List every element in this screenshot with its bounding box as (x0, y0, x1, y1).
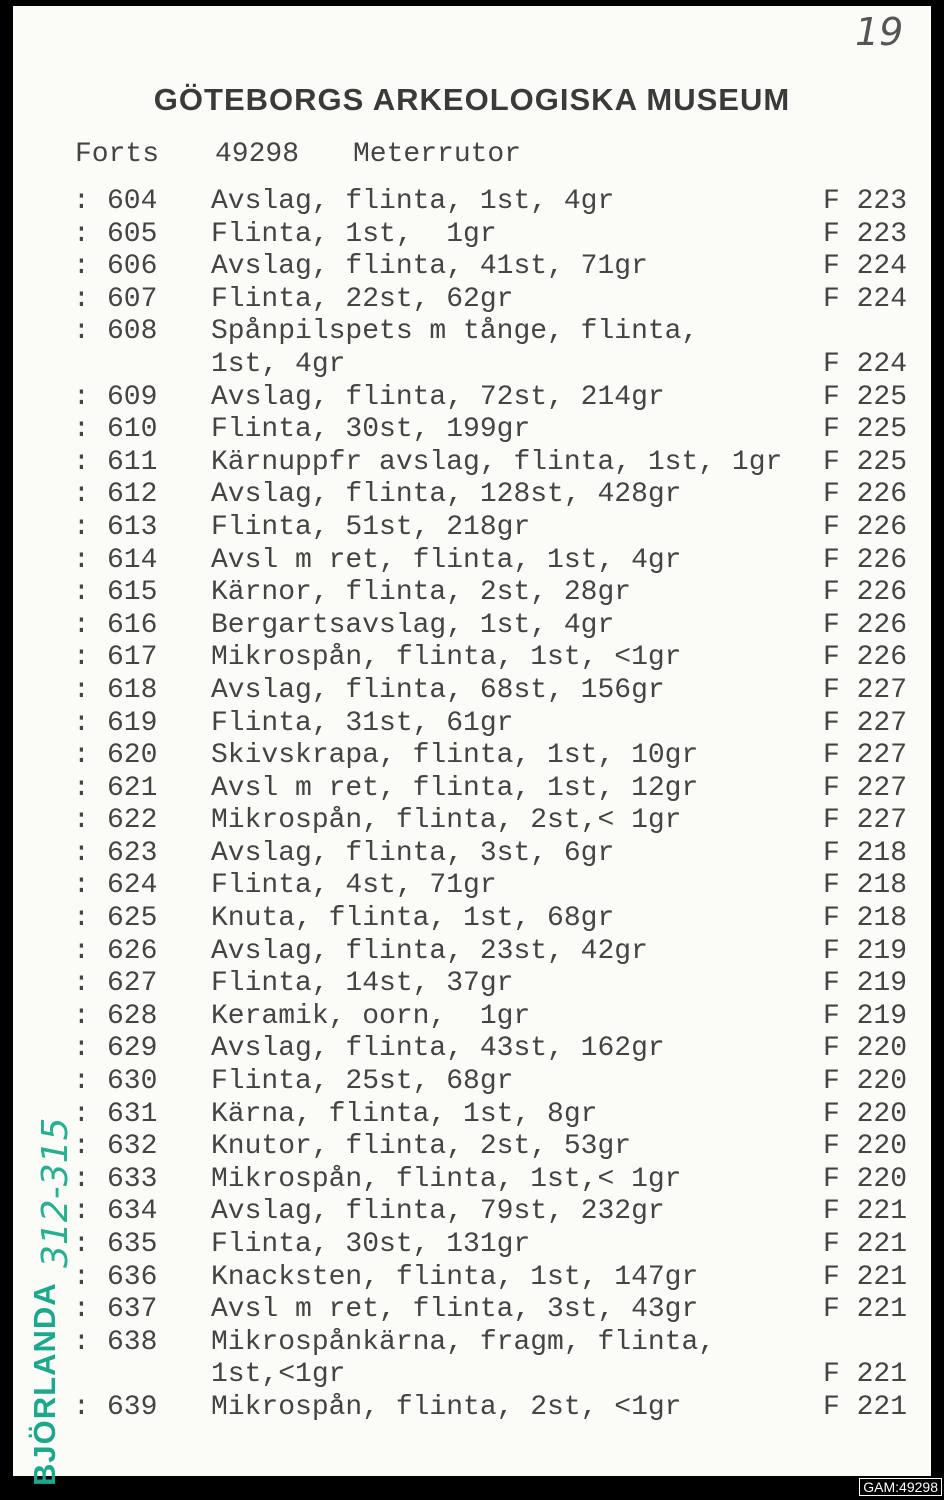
row-number: 612 (107, 479, 158, 511)
catalog-row (13, 251, 931, 284)
catalog-row (13, 968, 931, 1001)
row-reference: F 220 (822, 1066, 907, 1098)
catalog-row (13, 219, 931, 252)
row-reference: F 226 (822, 544, 907, 576)
row-description: Avslag, flinta, 68st, 156gr (211, 674, 665, 706)
row-description: Avslag, flinta, 43st, 162gr (211, 1033, 665, 1065)
row-description: Flinta, 4st, 71gr (211, 870, 497, 902)
row-number: 628 (107, 1000, 158, 1032)
row-number: 636 (107, 1261, 158, 1293)
catalog-row (13, 284, 931, 317)
row-reference: F 220 (822, 1033, 907, 1065)
row-description: Spånpilspets m tånge, flinta, (211, 316, 699, 348)
row-reference: F 221 (822, 1196, 907, 1228)
catalog-row (13, 610, 931, 643)
row-number: 627 (107, 968, 158, 1000)
row-colon: : (73, 870, 90, 902)
row-description: Avslag, flinta, 72st, 214gr (211, 381, 665, 413)
row-colon: : (73, 837, 90, 869)
row-number: 618 (107, 674, 158, 706)
row-description: Flinta, 25st, 68gr (211, 1066, 514, 1098)
row-number: 622 (107, 805, 158, 837)
catalog-row (13, 447, 931, 480)
row-reference: F 227 (822, 740, 907, 772)
row-colon: : (73, 1261, 90, 1293)
catalog-rows (13, 186, 931, 1425)
row-description: Keramik, oorn, 1gr (211, 1000, 531, 1032)
row-number: 629 (107, 1033, 158, 1065)
row-description: Knuta, flinta, 1st, 68gr (211, 903, 615, 935)
catalog-row (13, 1294, 931, 1327)
row-description: Mikrospånkärna, fragm, flinta, (211, 1326, 716, 1358)
row-reference: F 224 (822, 283, 907, 315)
row-colon: : (73, 283, 90, 315)
row-reference: F 221 (822, 1359, 907, 1391)
catalog-row (13, 1327, 931, 1360)
catalog-row (13, 1164, 931, 1197)
catalog-row (13, 1196, 931, 1229)
row-number: 626 (107, 935, 158, 967)
row-description: Flinta, 1st, 1gr (211, 218, 497, 250)
row-description: Avsl m ret, flinta, 1st, 4gr (211, 544, 682, 576)
catalog-row (13, 316, 931, 349)
row-reference: F 219 (822, 1000, 907, 1032)
row-description: Avsl m ret, flinta, 1st, 12gr (211, 772, 699, 804)
catalog-row (13, 382, 931, 415)
row-description: Avslag, flinta, 1st, 4gr (211, 186, 615, 217)
row-colon: : (73, 1066, 90, 1098)
row-colon: : (73, 577, 90, 609)
row-description: Knutor, flinta, 2st, 53gr (211, 1131, 632, 1163)
row-colon: : (73, 544, 90, 576)
museum-header: GÖTEBORGS ARKEOLOGISKA MUSEUM (153, 82, 791, 117)
row-reference: F 226 (822, 479, 907, 511)
row-colon: : (73, 674, 90, 706)
row-reference: F 218 (822, 870, 907, 902)
row-colon: : (73, 186, 90, 217)
row-reference: F 226 (822, 511, 907, 543)
row-colon: : (73, 707, 90, 739)
row-reference: F 225 (822, 446, 907, 478)
row-description: Flinta, 22st, 62gr (211, 283, 514, 315)
row-description: 1st, 4gr (211, 348, 346, 380)
row-colon: : (73, 1326, 90, 1358)
row-colon: : (73, 1391, 90, 1423)
catalog-row (13, 838, 931, 871)
row-reference: F 226 (822, 609, 907, 641)
row-number: 639 (107, 1391, 158, 1423)
row-description: Avslag, flinta, 3st, 6gr (211, 837, 615, 869)
row-description: Mikrospån, flinta, 1st, <1gr (211, 642, 682, 674)
catalog-row (13, 773, 931, 806)
row-number: 633 (107, 1163, 158, 1195)
catalog-row (13, 708, 931, 741)
row-number: 607 (107, 283, 158, 315)
row-description: Avslag, flinta, 23st, 42gr (211, 935, 648, 967)
row-colon: : (73, 772, 90, 804)
row-reference: F 223 (822, 218, 907, 250)
row-reference: F 220 (822, 1131, 907, 1163)
row-reference: F 227 (822, 772, 907, 804)
row-description: Mikrospån, flinta, 1st,< 1gr (211, 1163, 682, 1195)
row-reference: F 221 (822, 1261, 907, 1293)
row-number: 619 (107, 707, 158, 739)
row-number: 637 (107, 1294, 158, 1326)
row-number: 624 (107, 870, 158, 902)
catalog-row (13, 1262, 931, 1295)
row-number: 620 (107, 740, 158, 772)
catalog-row (13, 512, 931, 545)
row-colon: : (73, 1196, 90, 1228)
catalog-card (13, 6, 931, 1486)
catalog-row (13, 936, 931, 969)
row-description: Avsl m ret, flinta, 3st, 43gr (211, 1294, 699, 1326)
forts-line (13, 139, 931, 173)
row-colon: : (73, 805, 90, 837)
catalog-row (13, 577, 931, 610)
row-colon: : (73, 1033, 90, 1065)
row-number: 638 (107, 1326, 158, 1358)
row-description: 1st,<1gr (211, 1359, 346, 1391)
row-reference: F 221 (822, 1229, 907, 1260)
row-reference: F 225 (822, 414, 907, 446)
row-description: Kärnor, flinta, 2st, 28gr (211, 577, 632, 609)
row-colon: : (73, 968, 90, 1000)
row-description: Bergartsavslag, 1st, 4gr (211, 609, 615, 641)
page-number: 19 (855, 10, 904, 54)
row-description: Kärna, flinta, 1st, 8gr (211, 1098, 598, 1130)
row-reference: F 221 (822, 1294, 907, 1326)
row-number: 617 (107, 642, 158, 674)
row-reference: F 219 (822, 968, 907, 1000)
row-colon: : (73, 1098, 90, 1130)
row-colon: : (73, 1131, 90, 1163)
row-colon: : (73, 218, 90, 250)
catalog-row (13, 1033, 931, 1066)
row-description: Avslag, flinta, 128st, 428gr (211, 479, 682, 511)
row-number: 623 (107, 837, 158, 869)
archive-stamp: GAM:49298 (859, 1478, 942, 1496)
row-reference: F 227 (822, 707, 907, 739)
row-description: Kärnuppfr avslag, flinta, 1st, 1gr (211, 446, 783, 478)
row-number: 613 (107, 511, 158, 543)
catalog-row (13, 642, 931, 675)
row-number: 610 (107, 414, 158, 446)
side-handwritten: 312-315 (35, 1117, 76, 1268)
row-reference: F 219 (822, 935, 907, 967)
row-number: 632 (107, 1131, 158, 1163)
catalog-row (13, 1131, 931, 1164)
row-number: 604 (107, 186, 158, 217)
row-description: Skivskrapa, flinta, 1st, 10gr (211, 740, 699, 772)
row-colon: : (73, 381, 90, 413)
row-colon: : (73, 1229, 90, 1260)
row-reference: F 224 (822, 251, 907, 283)
row-colon: : (73, 251, 90, 283)
row-description: Flinta, 51st, 218gr (211, 511, 531, 543)
row-number: 616 (107, 609, 158, 641)
row-number: 625 (107, 903, 158, 935)
row-description: Mikrospån, flinta, 2st,< 1gr (211, 805, 682, 837)
row-reference: F 220 (822, 1163, 907, 1195)
row-colon: : (73, 935, 90, 967)
catalog-row (13, 903, 931, 936)
forts-desc: Meterrutor (353, 139, 522, 170)
row-description: Knacksten, flinta, 1st, 147gr (211, 1261, 699, 1293)
row-description: Avslag, flinta, 41st, 71gr (211, 251, 648, 283)
row-reference: F 221 (822, 1391, 907, 1423)
forts-label: Forts (75, 139, 160, 170)
row-reference: F 218 (822, 903, 907, 935)
row-colon: : (73, 414, 90, 446)
row-reference: F 220 (822, 1098, 907, 1130)
catalog-row (13, 479, 931, 512)
row-number: 621 (107, 772, 158, 804)
row-number: 606 (107, 251, 158, 283)
row-number: 615 (107, 577, 158, 609)
catalog-row (13, 186, 931, 219)
row-colon: : (73, 642, 90, 674)
catalog-row (13, 1001, 931, 1034)
row-description: Mikrospån, flinta, 2st, <1gr (211, 1391, 682, 1423)
row-number: 605 (107, 218, 158, 250)
row-colon: : (73, 1000, 90, 1032)
forts-number: 49298 (215, 139, 300, 170)
catalog-row (13, 349, 931, 382)
row-colon: : (73, 609, 90, 641)
row-colon: : (73, 479, 90, 511)
row-description: Flinta, 14st, 37gr (211, 968, 514, 1000)
row-reference: F 223 (822, 186, 907, 217)
row-reference: F 226 (822, 577, 907, 609)
row-description: Avslag, flinta, 79st, 232gr (211, 1196, 665, 1228)
catalog-row (13, 805, 931, 838)
row-colon: : (73, 316, 90, 348)
row-number: 631 (107, 1098, 158, 1130)
row-number: 635 (107, 1229, 158, 1260)
row-description: Flinta, 30st, 131gr (211, 1229, 531, 1260)
catalog-row (13, 1099, 931, 1132)
row-number: 609 (107, 381, 158, 413)
catalog-row (13, 414, 931, 447)
catalog-row (13, 675, 931, 708)
row-reference: F 226 (822, 642, 907, 674)
row-reference: F 227 (822, 805, 907, 837)
row-reference: F 227 (822, 674, 907, 706)
catalog-row (13, 1392, 931, 1425)
row-colon: : (73, 740, 90, 772)
row-number: 630 (107, 1066, 158, 1098)
catalog-row (13, 1359, 931, 1392)
row-description: Flinta, 31st, 61gr (211, 707, 514, 739)
row-reference: F 218 (822, 837, 907, 869)
row-number: 611 (107, 446, 158, 478)
row-colon: : (73, 903, 90, 935)
catalog-row (13, 870, 931, 903)
side-label: BJÖRLANDA (27, 1282, 62, 1486)
row-number: 634 (107, 1196, 158, 1228)
row-number: 614 (107, 544, 158, 576)
row-reference: F 225 (822, 381, 907, 413)
catalog-row (13, 1229, 931, 1262)
row-reference: F 224 (822, 348, 907, 380)
row-colon: : (73, 1294, 90, 1326)
row-colon: : (73, 511, 90, 543)
row-colon: : (73, 1163, 90, 1195)
row-number: 608 (107, 316, 158, 348)
catalog-row (13, 1066, 931, 1099)
row-colon: : (73, 446, 90, 478)
row-description: Flinta, 30st, 199gr (211, 414, 531, 446)
catalog-row (13, 740, 931, 773)
catalog-row (13, 545, 931, 578)
